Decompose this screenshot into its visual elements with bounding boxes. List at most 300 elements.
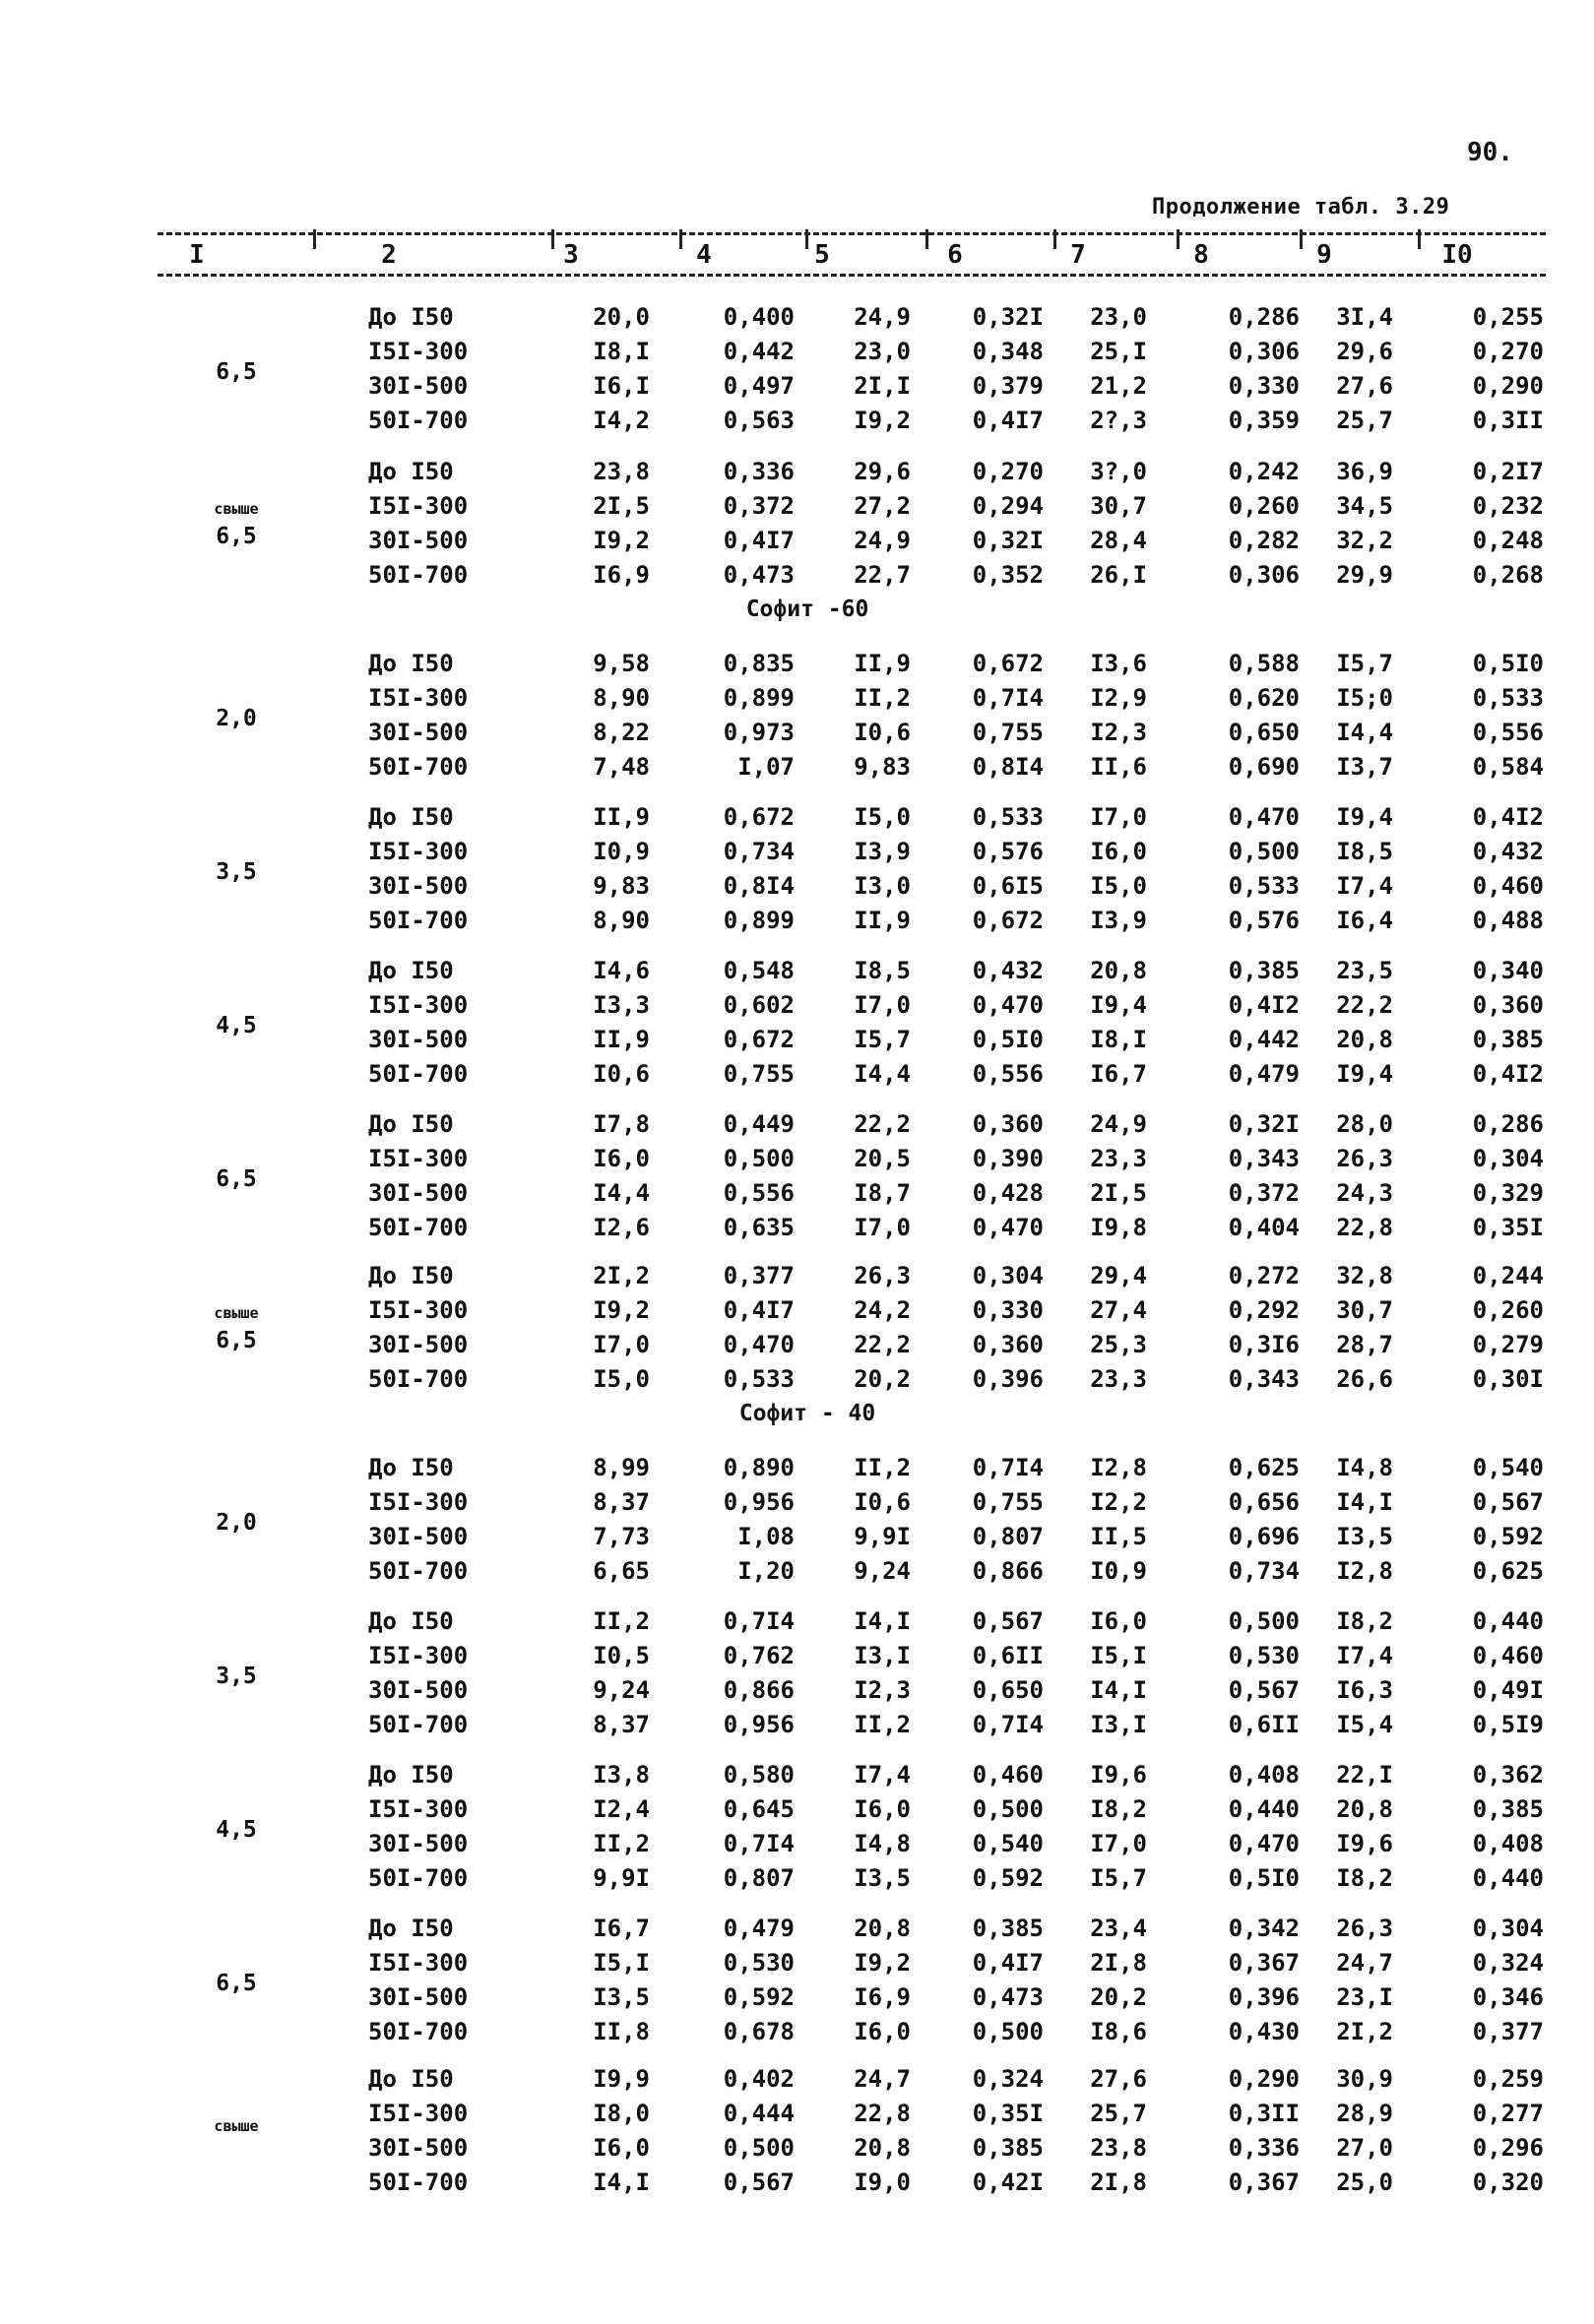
table-cell-col-3: 8,90 <box>593 907 650 934</box>
table-cell-col-5: 22,2 <box>854 1110 911 1138</box>
table-cell-col-2: До I50 <box>368 1454 454 1481</box>
table-cell-col-8: 0,3I6 <box>1228 1331 1300 1358</box>
table-cell-col-10: 0,5I0 <box>1472 650 1544 677</box>
table-cell-col-9: 22,8 <box>1336 1214 1393 1241</box>
table-cell-col-6: 0,330 <box>972 1296 1044 1324</box>
table-cell-col-9: I7,4 <box>1336 1642 1393 1669</box>
table-cell-col-9: I5;0 <box>1336 684 1393 712</box>
table-cell-col-4: 0,377 <box>723 1262 795 1289</box>
table-cell-col-4: 0,866 <box>723 1676 795 1704</box>
table-cell-col-10: 0,286 <box>1472 1110 1544 1138</box>
table-cell-col-3: I7,0 <box>593 1331 650 1358</box>
table-cell-col-7: 23,0 <box>1090 303 1147 331</box>
table-cell-col-2: 30I-500 <box>368 372 469 400</box>
group-label-line: 6,5 <box>216 1166 257 1192</box>
table-cell-col-2: 30I-500 <box>368 1830 469 1857</box>
table-cell-col-4: 0,563 <box>723 407 795 434</box>
table-cell-col-10: 0,260 <box>1472 1296 1544 1324</box>
table-cell-col-2: I5I-300 <box>368 1795 469 1823</box>
table-cell-col-8: 0,396 <box>1228 1983 1300 2011</box>
table-cell-col-9: 32,8 <box>1336 1262 1393 1289</box>
table-cell-col-5: I9,0 <box>854 2168 911 2196</box>
table-cell-col-10: 0,360 <box>1472 991 1544 1019</box>
table-cell-col-8: 0,650 <box>1228 719 1300 746</box>
table-cell-col-9: 36,9 <box>1336 458 1393 485</box>
table-row <box>0 2100 1594 2133</box>
table-cell-col-2: I5I-300 <box>368 1949 469 1977</box>
table-cell-col-7: I6,0 <box>1090 838 1147 865</box>
table-cell-col-10: 0,432 <box>1472 838 1544 865</box>
table-row <box>0 991 1594 1025</box>
table-cell-col-5: I7,0 <box>854 1214 911 1241</box>
table-cell-col-2: 30I-500 <box>368 1523 469 1550</box>
table-cell-col-2: До I50 <box>368 1761 454 1789</box>
table-cell-col-8: 0,272 <box>1228 1262 1300 1289</box>
table-cell-col-10: 0,232 <box>1472 492 1544 520</box>
table-cell-col-9: 3I,4 <box>1336 303 1393 331</box>
table-row <box>0 458 1594 491</box>
table-row <box>0 2018 1594 2051</box>
table-cell-col-4: 0,372 <box>723 492 795 520</box>
table-cell-col-4: 0,755 <box>723 1060 795 1088</box>
table-cell-col-6: 0,32I <box>972 303 1044 331</box>
table-cell-col-3: II,9 <box>593 1026 650 1053</box>
table-cell-col-2: 50I-700 <box>368 2018 469 2045</box>
table-cell-col-3: I5,I <box>593 1949 650 1977</box>
table-cell-col-5: 9,9I <box>854 1523 911 1550</box>
table-cell-col-6: 0,348 <box>972 338 1044 365</box>
table-cell-col-6: 0,500 <box>972 2018 1044 2045</box>
table-cell-col-7: 30,7 <box>1090 492 1147 520</box>
table-cell-col-5: I2,3 <box>854 1676 911 1704</box>
table-cell-col-8: 0,359 <box>1228 407 1300 434</box>
table-cell-col-5: I4,4 <box>854 1060 911 1088</box>
table-cell-col-4: I,20 <box>737 1557 795 1585</box>
column-divider-tick <box>679 229 682 249</box>
table-row <box>0 2065 1594 2099</box>
table-row <box>0 1864 1594 1898</box>
table-cell-col-4: 0,635 <box>723 1214 795 1241</box>
table-row <box>0 1983 1594 2017</box>
table-row <box>0 1145 1594 1178</box>
table-row <box>0 872 1594 906</box>
table-cell-col-4: 0,530 <box>723 1949 795 1977</box>
table-row <box>0 492 1594 526</box>
table-cell-col-9: I4,8 <box>1336 1454 1393 1481</box>
column-header-4: 4 <box>696 240 712 270</box>
table-cell-col-10: 0,584 <box>1472 753 1544 781</box>
table-cell-col-6: 0,304 <box>972 1262 1044 1289</box>
table-cell-col-4: 0,7I4 <box>723 1607 795 1635</box>
table-cell-col-5: I0,6 <box>854 1488 911 1516</box>
table-cell-col-6: 0,4I7 <box>972 1949 1044 1977</box>
table-cell-col-6: 0,385 <box>972 1915 1044 1942</box>
group-label-line: 4,5 <box>216 1817 257 1843</box>
table-cell-col-10: 0,385 <box>1472 1026 1544 1053</box>
table-cell-col-5: I0,6 <box>854 719 911 746</box>
table-row <box>0 1523 1594 1556</box>
table-cell-col-4: 0,479 <box>723 1915 795 1942</box>
table-cell-col-4: 0,678 <box>723 2018 795 2045</box>
table-cell-col-2: 30I-500 <box>368 1676 469 1704</box>
table-cell-col-10: 0,440 <box>1472 1607 1544 1635</box>
table-cell-col-6: 0,4I7 <box>972 407 1044 434</box>
table-cell-col-2: До I50 <box>368 1607 454 1635</box>
column-divider-tick <box>1053 229 1056 249</box>
table-cell-col-10: 0,440 <box>1472 1864 1544 1892</box>
table-cell-col-6: 0,807 <box>972 1523 1044 1550</box>
table-cell-col-9: 28,9 <box>1336 2100 1393 2127</box>
table-cell-col-2: До I50 <box>368 1915 454 1942</box>
table-cell-col-5: I9,2 <box>854 407 911 434</box>
table-cell-col-6: 0,294 <box>972 492 1044 520</box>
table-cell-col-8: 0,479 <box>1228 1060 1300 1088</box>
table-cell-col-7: 25,3 <box>1090 1331 1147 1358</box>
table-cell-col-2: I5I-300 <box>368 684 469 712</box>
table-cell-col-3: 8,99 <box>593 1454 650 1481</box>
table-cell-col-4: 0,8I4 <box>723 872 795 900</box>
table-cell-col-3: 8,37 <box>593 1488 650 1516</box>
table-cell-col-9: 22,2 <box>1336 991 1393 1019</box>
table-cell-col-4: 0,7I4 <box>723 1830 795 1857</box>
table-cell-col-10: 0,592 <box>1472 1523 1544 1550</box>
table-cell-col-3: 2I,2 <box>593 1262 650 1289</box>
group-label-line: 4,5 <box>216 1013 257 1038</box>
table-row <box>0 1557 1594 1591</box>
table-cell-col-5: I8,5 <box>854 957 911 984</box>
table-cell-col-6: 0,396 <box>972 1365 1044 1393</box>
table-cell-col-8: 0,530 <box>1228 1642 1300 1669</box>
table-cell-col-10: 0,35I <box>1472 1214 1544 1241</box>
table-cell-col-2: 50I-700 <box>368 1214 469 1241</box>
table-cell-col-2: 50I-700 <box>368 753 469 781</box>
table-cell-col-6: 0,7I4 <box>972 684 1044 712</box>
table-cell-col-2: 50I-700 <box>368 561 469 589</box>
table-cell-col-10: 0,567 <box>1472 1488 1544 1516</box>
table-cell-col-10: 0,346 <box>1472 1983 1544 2011</box>
table-cell-col-9: 2I,2 <box>1336 2018 1393 2045</box>
table-cell-col-7: I2,8 <box>1090 1454 1147 1481</box>
table-cell-col-3: II,8 <box>593 2018 650 2045</box>
table-cell-col-10: 0,4I2 <box>1472 803 1544 831</box>
table-cell-col-7: I5,0 <box>1090 872 1147 900</box>
table-row <box>0 1060 1594 1094</box>
table-cell-col-10: 0,259 <box>1472 2065 1544 2093</box>
table-cell-col-6: 0,755 <box>972 1488 1044 1516</box>
table-cell-col-3: II,2 <box>593 1607 650 1635</box>
table-cell-col-10: 0,377 <box>1472 2018 1544 2045</box>
table-cell-col-6: 0,540 <box>972 1830 1044 1857</box>
table-cell-col-6: 0,432 <box>972 957 1044 984</box>
table-cell-col-3: I6,0 <box>593 2134 650 2162</box>
table-row <box>0 650 1594 683</box>
table-cell-col-6: 0,8I4 <box>972 753 1044 781</box>
table-row <box>0 803 1594 837</box>
table-cell-col-3: I4,4 <box>593 1179 650 1207</box>
table-cell-col-6: 0,672 <box>972 907 1044 934</box>
group-label-line: 6,5 <box>216 524 257 549</box>
table-cell-col-7: 3?,0 <box>1090 458 1147 485</box>
table-cell-col-10: 0,49I <box>1472 1676 1544 1704</box>
table-row <box>0 1488 1594 1522</box>
table-cell-col-4: 0,899 <box>723 907 795 934</box>
table-cell-col-6: 0,460 <box>972 1761 1044 1789</box>
table-cell-col-5: I7,0 <box>854 991 911 1019</box>
table-cell-col-8: 0,533 <box>1228 872 1300 900</box>
table-cell-col-9: 25,0 <box>1336 2168 1393 2196</box>
table-cell-col-6: 0,592 <box>972 1864 1044 1892</box>
table-cell-col-5: II,2 <box>854 684 911 712</box>
section-title: Софит -60 <box>745 597 869 622</box>
column-header-10: I0 <box>1441 240 1473 270</box>
table-cell-col-8: 0,442 <box>1228 1026 1300 1053</box>
table-row <box>0 1454 1594 1487</box>
table-cell-col-3: I8,0 <box>593 2100 650 2127</box>
column-divider-tick <box>1177 229 1180 249</box>
table-cell-col-6: 0,385 <box>972 2134 1044 2162</box>
table-cell-col-8: 0,734 <box>1228 1557 1300 1585</box>
table-cell-col-8: 0,242 <box>1228 458 1300 485</box>
table-cell-col-5: I3,0 <box>854 872 911 900</box>
group-label-line: свыше <box>214 1304 259 1322</box>
table-cell-col-5: II,2 <box>854 1711 911 1738</box>
table-cell-col-8: 0,4I2 <box>1228 991 1300 1019</box>
table-cell-col-10: 0,625 <box>1472 1557 1544 1585</box>
table-cell-col-9: 29,6 <box>1336 338 1393 365</box>
table-cell-col-9: I9,6 <box>1336 1830 1393 1857</box>
table-cell-col-2: 30I-500 <box>368 527 469 554</box>
table-cell-col-5: I3,I <box>854 1642 911 1669</box>
table-cell-col-4: 0,400 <box>723 303 795 331</box>
table-cell-col-5: I5,0 <box>854 803 911 831</box>
table-cell-col-3: I0,5 <box>593 1642 650 1669</box>
table-cell-col-9: 34,5 <box>1336 492 1393 520</box>
table-cell-col-6: 0,42I <box>972 2168 1044 2196</box>
table-cell-col-6: 0,379 <box>972 372 1044 400</box>
table-cell-col-6: 0,32I <box>972 527 1044 554</box>
table-cell-col-8: 0,342 <box>1228 1915 1300 1942</box>
table-cell-col-9: I3,7 <box>1336 753 1393 781</box>
table-row <box>0 561 1594 595</box>
table-cell-col-3: I2,6 <box>593 1214 650 1241</box>
table-cell-col-5: I3,5 <box>854 1864 911 1892</box>
table-cell-col-5: I9,2 <box>854 1949 911 1977</box>
table-cell-col-3: II,9 <box>593 803 650 831</box>
table-cell-col-5: 24,2 <box>854 1296 911 1324</box>
table-cell-col-4: 0,500 <box>723 1145 795 1172</box>
table-cell-col-10: 0,290 <box>1472 372 1544 400</box>
table-cell-col-7: 25,I <box>1090 338 1147 365</box>
table-cell-col-2: До I50 <box>368 803 454 831</box>
table-cell-col-4: 0,890 <box>723 1454 795 1481</box>
table-cell-col-2: 50I-700 <box>368 1711 469 1738</box>
table-cell-col-8: 0,290 <box>1228 2065 1300 2093</box>
table-cell-col-9: 30,7 <box>1336 1296 1393 1324</box>
table-cell-col-9: I5,7 <box>1336 650 1393 677</box>
table-cell-col-4: 0,956 <box>723 1488 795 1516</box>
table-cell-col-4: 0,402 <box>723 2065 795 2093</box>
table-cell-col-9: I4,I <box>1336 1488 1393 1516</box>
table-cell-col-8: 0,500 <box>1228 838 1300 865</box>
table-cell-col-2: До I50 <box>368 303 454 331</box>
table-cell-col-5: I6,0 <box>854 2018 911 2045</box>
table-cell-col-5: 22,8 <box>854 2100 911 2127</box>
table-cell-col-10: 0,533 <box>1472 684 1544 712</box>
table-cell-col-8: 0,330 <box>1228 372 1300 400</box>
table-cell-col-6: 0,390 <box>972 1145 1044 1172</box>
table-row <box>0 1711 1594 1744</box>
table-cell-col-8: 0,625 <box>1228 1454 1300 1481</box>
table-cell-col-3: 2I,5 <box>593 492 650 520</box>
table-cell-col-5: II,9 <box>854 907 911 934</box>
table-cell-col-8: 0,696 <box>1228 1523 1300 1550</box>
table-cell-col-3: 9,9I <box>593 1864 650 1892</box>
table-cell-col-4: 0,548 <box>723 957 795 984</box>
group-label-line: 3,5 <box>216 859 257 885</box>
table-cell-col-8: 0,656 <box>1228 1488 1300 1516</box>
table-cell-col-4: 0,556 <box>723 1179 795 1207</box>
table-cell-col-9: I7,4 <box>1336 872 1393 900</box>
table-cell-col-2: До I50 <box>368 1262 454 1289</box>
table-cell-col-4: 0,762 <box>723 1642 795 1669</box>
table-cell-col-3: I9,2 <box>593 1296 650 1324</box>
table-cell-col-3: 9,83 <box>593 872 650 900</box>
table-cell-col-8: 0,6II <box>1228 1711 1300 1738</box>
table-cell-col-3: I4,6 <box>593 957 650 984</box>
table-cell-col-3: I3,8 <box>593 1761 650 1789</box>
table-cell-col-9: I3,5 <box>1336 1523 1393 1550</box>
table-cell-col-8: 0,286 <box>1228 303 1300 331</box>
table-row <box>0 684 1594 718</box>
table-cell-col-9: I6,4 <box>1336 907 1393 934</box>
table-cell-col-4: 0,580 <box>723 1761 795 1789</box>
table-cell-col-4: I,07 <box>737 753 795 781</box>
table-cell-col-8: 0,372 <box>1228 1179 1300 1207</box>
table-cell-col-4: 0,835 <box>723 650 795 677</box>
table-cell-col-8: 0,470 <box>1228 803 1300 831</box>
table-cell-col-8: 0,440 <box>1228 1795 1300 1823</box>
table-cell-col-5: II,2 <box>854 1454 911 1481</box>
table-cell-col-5: 9,24 <box>854 1557 911 1585</box>
table-cell-col-7: I5,7 <box>1090 1864 1147 1892</box>
table-cell-col-9: 23,I <box>1336 1983 1393 2011</box>
table-cell-col-6: 0,755 <box>972 719 1044 746</box>
table-cell-col-8: 0,260 <box>1228 492 1300 520</box>
table-row <box>0 1262 1594 1295</box>
column-divider-tick <box>313 229 316 249</box>
table-cell-col-10: 0,255 <box>1472 303 1544 331</box>
table-cell-col-6: 0,567 <box>972 1607 1044 1635</box>
table-cell-col-4: 0,973 <box>723 719 795 746</box>
table-cell-col-7: I9,8 <box>1090 1214 1147 1241</box>
table-cell-col-4: 0,672 <box>723 1026 795 1053</box>
table-cell-col-3: I6,9 <box>593 561 650 589</box>
header-top-rule <box>158 232 1546 235</box>
table-cell-col-7: I2,3 <box>1090 719 1147 746</box>
table-cell-col-2: 30I-500 <box>368 1983 469 2011</box>
table-cell-col-7: 23,3 <box>1090 1365 1147 1393</box>
table-row <box>0 1110 1594 1144</box>
table-cell-col-4: 0,956 <box>723 1711 795 1738</box>
table-cell-col-10: 0,488 <box>1472 907 1544 934</box>
table-cell-col-10: 0,340 <box>1472 957 1544 984</box>
table-cell-col-8: 0,430 <box>1228 2018 1300 2045</box>
group-label-line: 3,5 <box>216 1664 257 1689</box>
table-cell-col-10: 0,3II <box>1472 407 1544 434</box>
table-row <box>0 1761 1594 1794</box>
table-cell-col-3: 7,73 <box>593 1523 650 1550</box>
table-row <box>0 1830 1594 1863</box>
table-cell-col-7: 24,9 <box>1090 1110 1147 1138</box>
table-cell-col-9: I8,2 <box>1336 1864 1393 1892</box>
table-cell-col-9: 24,7 <box>1336 1949 1393 1977</box>
table-cell-col-2: 50I-700 <box>368 1864 469 1892</box>
table-cell-col-2: До I50 <box>368 2065 454 2093</box>
table-cell-col-7: I8,2 <box>1090 1795 1147 1823</box>
table-cell-col-2: 50I-700 <box>368 1365 469 1393</box>
table-cell-col-7: II,5 <box>1090 1523 1147 1550</box>
page-number: 90. <box>1467 138 1513 167</box>
column-header-1: I <box>189 240 205 270</box>
table-row <box>0 1296 1594 1330</box>
table-cell-col-3: I3,3 <box>593 991 650 1019</box>
table-cell-col-2: 50I-700 <box>368 1060 469 1088</box>
table-cell-col-8: 0,32I <box>1228 1110 1300 1138</box>
table-row <box>0 2168 1594 2202</box>
table-row <box>0 838 1594 871</box>
column-divider-tick <box>805 229 808 249</box>
table-row <box>0 1365 1594 1399</box>
table-cell-col-7: 25,7 <box>1090 2100 1147 2127</box>
table-cell-col-7: I4,I <box>1090 1676 1147 1704</box>
table-cell-col-7: 27,6 <box>1090 2065 1147 2093</box>
table-cell-col-6: 0,470 <box>972 991 1044 1019</box>
table-cell-col-6: 0,7I4 <box>972 1711 1044 1738</box>
table-cell-col-8: 0,576 <box>1228 907 1300 934</box>
table-cell-col-10: 0,556 <box>1472 719 1544 746</box>
table-row <box>0 1026 1594 1059</box>
table-cell-col-2: I5I-300 <box>368 492 469 520</box>
table-cell-col-2: 30I-500 <box>368 1026 469 1053</box>
table-cell-col-9: I4,4 <box>1336 719 1393 746</box>
table-cell-col-9: 27,0 <box>1336 2134 1393 2162</box>
table-cell-col-5: 29,6 <box>854 458 911 485</box>
table-cell-col-4: 0,470 <box>723 1331 795 1358</box>
table-cell-col-3: I4,I <box>593 2168 650 2196</box>
table-row <box>0 1607 1594 1641</box>
table-cell-col-4: 0,592 <box>723 1983 795 2011</box>
table-cell-col-7: 27,4 <box>1090 1296 1147 1324</box>
table-cell-col-10: 0,460 <box>1472 872 1544 900</box>
table-cell-col-5: 22,2 <box>854 1331 911 1358</box>
table-cell-col-9: 26,3 <box>1336 1915 1393 1942</box>
table-cell-col-7: 20,2 <box>1090 1983 1147 2011</box>
table-cell-col-6: 0,473 <box>972 1983 1044 2011</box>
table-row <box>0 957 1594 990</box>
table-cell-col-5: 24,9 <box>854 303 911 331</box>
table-cell-col-2: I5I-300 <box>368 1296 469 1324</box>
table-cell-col-7: 2I,5 <box>1090 1179 1147 1207</box>
table-cell-col-2: I5I-300 <box>368 838 469 865</box>
table-cell-col-2: 30I-500 <box>368 2134 469 2162</box>
table-cell-col-8: 0,292 <box>1228 1296 1300 1324</box>
table-cell-col-3: I9,2 <box>593 527 650 554</box>
table-cell-col-4: 0,449 <box>723 1110 795 1138</box>
table-cell-col-8: 0,343 <box>1228 1145 1300 1172</box>
table-cell-col-8: 0,567 <box>1228 1676 1300 1704</box>
table-cell-col-9: 28,0 <box>1336 1110 1393 1138</box>
table-cell-col-10: 0,540 <box>1472 1454 1544 1481</box>
